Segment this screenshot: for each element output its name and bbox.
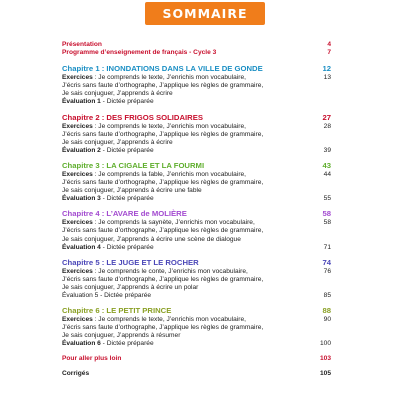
chapter-block-6 [62, 306, 331, 348]
exercises-label: Exercices [62, 267, 93, 275]
evaluation-entry[interactable] [62, 98, 331, 106]
chapter-title-label: Chapitre 4 : L’AVARE de MOLIÈRE [62, 209, 187, 219]
chapter-title-3[interactable] [62, 161, 331, 171]
evaluation-page: 71 [323, 243, 331, 251]
exercises-label: Exercices [62, 74, 93, 82]
exercises-entry[interactable] [62, 74, 331, 82]
evaluation-entry[interactable] [62, 292, 331, 300]
chapter-title-1[interactable] [62, 64, 331, 74]
evaluation-text: - Dictée préparée [100, 340, 154, 348]
chapter-title-label: Chapitre 2 : DES FRIGOS SOLIDAIRES [62, 112, 203, 122]
toc-entry-programme[interactable] [62, 49, 331, 57]
toc-entry-label: Pour aller plus loin [62, 355, 122, 363]
exercises-entry[interactable] [62, 171, 331, 179]
exercises-text: J’écris sans faute d’orthographe, J’applique les règles de grammaire, [62, 275, 264, 283]
chapter-block-4 [62, 209, 331, 251]
toc-entry-page: 105 [319, 369, 331, 377]
exercises-entry[interactable] [62, 268, 331, 276]
chapter-title-2[interactable] [62, 113, 331, 123]
chapter-title-label: Chapitre 5 : LE JUGE ET LE ROCHER [62, 257, 199, 267]
exercises-page: 13 [323, 74, 331, 82]
exercises-page: 58 [323, 219, 331, 227]
evaluation-label: Évaluation 3 [62, 195, 101, 203]
exercises-text: J’écris sans faute d’orthographe, J’applique les règles de grammaire, [62, 227, 264, 235]
exercises-entry[interactable] [62, 123, 331, 131]
exercises-page: 76 [323, 267, 331, 275]
evaluation-text: - Dictée préparée [100, 195, 154, 203]
exercises-page: 90 [323, 316, 331, 324]
exercises-text: : Je comprends le texte, J’enrichis mon vocabulaire, [92, 316, 247, 324]
toc-entry-label: Programme d’enseignement de français - Cycle 3 [62, 49, 217, 57]
chapter-title-4[interactable] [62, 209, 331, 219]
exercises-text: : Je comprends le texte, J’enrichis mon vocabulaire, [92, 74, 247, 82]
toc-entry-page: 4 [327, 41, 331, 48]
exercises-entry[interactable] [62, 316, 331, 324]
exercises-entry[interactable] [62, 219, 331, 227]
evaluation-page: 39 [323, 146, 331, 154]
exercises-text: : Je comprends le conte, J’enrichis mon vocabulaire, [92, 267, 248, 275]
sommaire-banner [145, 2, 265, 25]
evaluation-label: Évaluation 6 [62, 340, 101, 348]
toc-entry-page: 103 [319, 355, 331, 363]
sommaire-title: SOMMAIRE [162, 6, 248, 21]
evaluation-entry[interactable] [62, 195, 331, 203]
exercises-text: : Je comprends la fable, J’enrichis mon vocabulaire, [92, 170, 247, 178]
toc-entry-answers[interactable] [62, 370, 331, 378]
evaluation-entry[interactable] [62, 244, 331, 252]
evaluation-text: - Dictée préparée [100, 243, 154, 251]
exercises-label: Exercices [62, 219, 93, 227]
exercises-page: 44 [323, 170, 331, 178]
exercises-text: : Je comprends le texte, J’enrichis mon vocabulaire, [92, 122, 247, 130]
evaluation-text: - Dictée préparée [98, 291, 152, 299]
chapter-page: 74 [322, 257, 331, 267]
evaluation-entry[interactable] [62, 147, 331, 155]
chapter-title-5[interactable] [62, 258, 331, 268]
chapter-block-1 [62, 64, 331, 106]
exercises-text: J’écris sans faute d’orthographe, J’applique les règles de grammaire, [62, 324, 264, 332]
exercises-text: Je sais conjuguer, J’apprends à écrire une fable [62, 187, 202, 195]
exercises-text: J’écris sans faute d’orthographe, J’applique les règles de grammaire, [62, 179, 264, 187]
chapter-page: 27 [322, 112, 331, 122]
toc-entry-label: Présentation [62, 41, 102, 48]
chapter-block-3 [62, 161, 331, 203]
exercises-text: Je sais conjuguer, J’apprends à écrire [62, 138, 173, 146]
toc-entry-label: Corrigés [62, 369, 90, 377]
evaluation-label: Évaluation 4 [62, 243, 101, 251]
evaluation-page: 55 [323, 195, 331, 203]
exercises-text: J’écris sans faute d’orthographe, J’applique les règles de grammaire, [62, 130, 264, 138]
chapter-page: 88 [322, 306, 331, 316]
exercises-label: Exercices [62, 122, 93, 130]
exercises-text: : Je comprends la saynète, J’enrichis mon vocabulaire, [92, 219, 255, 227]
table-of-contents [62, 41, 331, 378]
exercises-text: Je sais conjuguer, J’apprends à écrire une scène de dialogue [62, 235, 241, 243]
chapter-block-5 [62, 258, 331, 300]
chapter-title-6[interactable] [62, 306, 331, 316]
evaluation-label: Évaluation 1 [62, 98, 101, 106]
exercises-label: Exercices [62, 170, 93, 178]
chapter-page: 43 [322, 160, 331, 170]
evaluation-text: - Dictée préparée [100, 146, 154, 154]
chapter-title-label: Chapitre 3 : LA CIGALE ET LA FOURMI [62, 160, 205, 170]
evaluation-page: 100 [319, 340, 331, 348]
chapter-page: 12 [322, 64, 331, 74]
chapter-title-label: Chapitre 6 : LE PETIT PRINCE [62, 306, 172, 316]
exercises-page: 28 [323, 122, 331, 130]
toc-entry-page: 7 [327, 49, 331, 57]
exercises-text: Je sais conjuguer, J’apprends à écrire un polar [62, 283, 199, 291]
chapter-page: 58 [322, 209, 331, 219]
exercises-text: Je sais conjuguer, J’apprends à écrire [62, 90, 173, 98]
evaluation-text: - Dictée préparée [100, 98, 154, 106]
toc-entry-presentation[interactable] [62, 41, 331, 49]
chapter-block-2 [62, 113, 331, 155]
chapter-title-label: Chapitre 1 : INONDATIONS DANS LA VILLE DE GONDE [62, 64, 263, 74]
exercises-label: Exercices [62, 316, 93, 324]
exercises-text: J’écris sans faute d’orthographe, J’applique les règles de grammaire, [62, 82, 264, 90]
exercises-text: Je sais conjuguer, J’apprends à résumer [62, 332, 181, 340]
evaluation-entry[interactable] [62, 340, 331, 348]
evaluation-label: Évaluation 5 [62, 291, 99, 299]
toc-entry-further[interactable] [62, 355, 331, 363]
evaluation-label: Évaluation 2 [62, 146, 101, 154]
evaluation-page: 85 [323, 291, 331, 299]
